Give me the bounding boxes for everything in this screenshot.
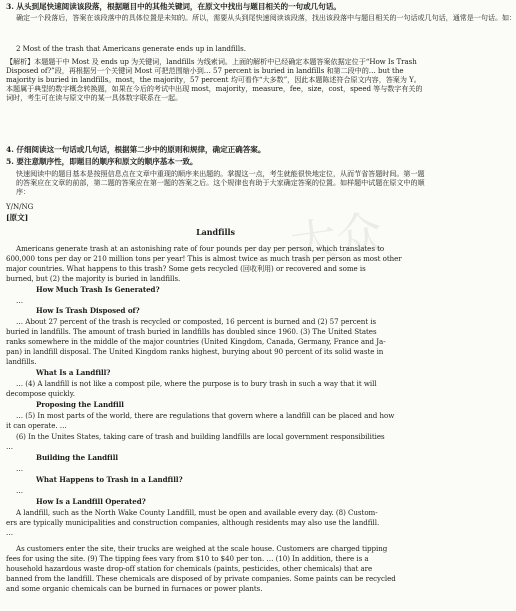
article-line: buried in landfills. The amount of trash buried in landfills has doubled since 1960. (3) The United States: [6, 327, 377, 336]
ellipsis: …: [6, 528, 14, 537]
ellipsis: …: [6, 442, 14, 451]
section-heading: What Happens to Trash in a Landfill?: [36, 475, 183, 484]
article-line: … (5) In most parts of the world, there are regulations that govern where a landfill can be placed and how: [16, 411, 395, 420]
article-line: … About 27 percent of the trash is recycled or composted, 16 percent is burned and (2) 57 percent is: [16, 317, 377, 326]
article-line: As customers enter the site, their trucks are weighed at the scale house. Customers are charged tipping: [16, 544, 388, 553]
article-title: Landfills: [196, 227, 235, 237]
article-line: banned from the landfill. These chemicals are disposed of by private companies. Some paints can be recycled: [6, 574, 396, 583]
article-line: it can operate. …: [6, 421, 67, 430]
ellipsis: …: [16, 486, 24, 495]
article-line: burned, but (2) the majority is buried in landfills.: [6, 274, 181, 283]
article-line: A landfill, such as the North Wake County Landfill, must be open and available every day. (8) Custom-: [16, 508, 378, 517]
article-line: major countries. What happens to this trash? Some gets recycled (回收利用) or recovered and some is: [6, 264, 366, 273]
example-statement: 2 Most of the trash that Americans generate ends up in landfills.: [16, 44, 246, 53]
article-line: ers are typically municipalities and construction companies, although residents may also use the landfill.: [6, 518, 380, 527]
article-line: landfills.: [6, 357, 37, 366]
article-line: … (4) A landfill is not like a compost pile, where the purpose is to bury trash in such a way that it will: [16, 379, 377, 388]
article-line: fees for using the site. (9) The tipping fees vary from $10 to $40 per ton. … (10) In addition, there is a: [6, 554, 369, 563]
article-line: Americans generate trash at an astonishing rate of four pounds per day per person, which translates to: [16, 244, 385, 253]
article-line: pan) in landfill disposal. The United Kingdom ranks highest, burying about 90 percent of its solid waste in: [6, 347, 384, 356]
section-heading: How Much Trash Is Generated?: [36, 285, 160, 294]
analysis-paragraph: 【解析】本题题干中 Most 及 ends up 为关键词，landfills 为线索词。上面的解析中已经确定本题答案依据定位于“How Is Trash Disposed of?”段，再根据另一个关键词 Most 可把范围缩小到… 57 percent is buried in landfills 和第二段中的… but the majority is buried in landfills。most，the majority，57 percent 均可看作“大多数”，因此本题陈述符合原文内容，答案为 Y。本题属于典型的数字概念转换题，如果在今后的考试中出现 most，majority，measure，fee，size，cost，speed 等与数字有关的词时，考生可在读与原文中的某一具体数字联系在一起。: [6, 57, 423, 102]
ellipsis: …: [16, 296, 24, 305]
article-line: household hazardous waste drop-off station for chemicals (paints, pesticides, other chemicals) that are: [6, 564, 373, 573]
article-line: (6) In the Unites States, taking care of trash and building landfills are local government responsibilities: [16, 432, 385, 441]
step-5-heading: 5. 要注意顺序性，即题目的顺序和原文的顺序基本一致。: [6, 157, 198, 166]
step-3-heading: 3. 从头到尾快速阅读该段落，根据题目中的其他关键词，在原文中找出与题目相关的一句或几句话。: [6, 2, 341, 11]
section-heading: Building the Landfill: [36, 453, 118, 462]
ellipsis: …: [16, 464, 24, 473]
article-line: decompose quickly.: [6, 389, 75, 398]
paragraph-line: 确定一个段落后，答案在该段落中的具体位置是未知的。所以，需要从头到尾快速阅读该段落，找出该段落中与题目相关的一句话或几句话，通常是一句话。如：: [16, 13, 516, 22]
article-line: and some organic chemicals can be burned in furnaces or power plants.: [6, 584, 263, 593]
step-4-heading: 4. 仔细阅读这一句话或几句话，根据第二步中的原则和规律，确定正确答案。: [6, 145, 266, 154]
section-heading: What Is a Landfill?: [36, 368, 111, 377]
article-line: ranks somewhere in the middle of the major countries (United Kingdom, Canada, Germany, France and Ja-: [6, 337, 386, 346]
order-paragraph: 快速阅读中的题目基本是按照信息点在文章中重现的顺序来出题的。掌握这一点，考生就能很快地定位，从而节省答题时间。第一题的答案应在文章的前部，第二题的答案应在第一题的答案之后。这个规律也有助于大家确定答案的位置。如样题中试题在原文中的顺序：: [16, 169, 425, 196]
article-line: 600,000 tons per day or 210 million tons per year! This is almost twice as much trash per person as most other: [6, 254, 402, 263]
watermark: 大众: [286, 204, 386, 272]
source-label: [原文]: [6, 213, 29, 222]
section-heading: Proposing the Landfill: [36, 400, 124, 409]
answer-sequence: Y/N/NG: [6, 202, 34, 211]
section-heading: How Is a Landfill Operated?: [36, 497, 146, 506]
section-heading: How Is Trash Disposed of?: [36, 306, 140, 315]
